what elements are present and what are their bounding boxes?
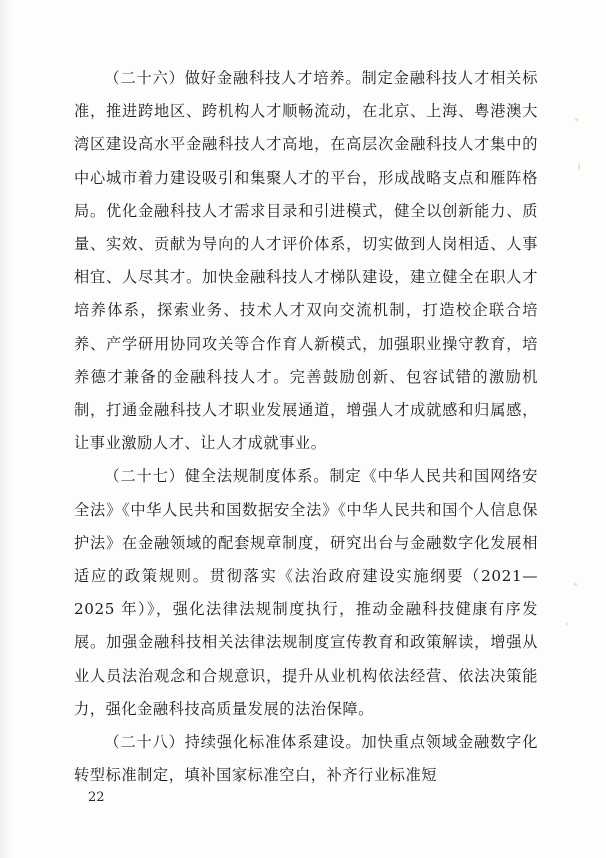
scan-artifact: [574, 583, 577, 586]
scan-artifact: [575, 118, 578, 121]
paragraph-28: （二十八）持续强化标准体系建设。加快重点领域金融数字化转型标准制定，填补国家标准空白，补齐行业标准短: [74, 733, 538, 785]
page-number: 22: [88, 790, 105, 805]
paragraph-26: （二十六）做好金融科技人才培养。制定金融科技人才相关标准，推进跨地区、跨机构人才顺畅流动，在北京、上海、粤港澳大湾区建设高水平金融科技人才高地，在高层次金融科技人才集中的中心城市着力建设吸引和集聚人才的平台，形成战略支点和雁阵格局。优化金融科技人才需求目录和引进模式，健全以创新能力、质量、实效、贡献为导向的人才评价体系，切实做到人岗相适、人事相宜、人尽其才。加快金融科技人才梯队建设，建立健全在职人才培养体系，探索业务、技术人才双向交流机制，打造校企联合培养、产学研用协同攻关等合作育人新模式，加强职业操守教育，培养德才兼备的金融科技人才。完善鼓励创新、包容试错的激励机制，打通金融科技人才职业发展通道，增强人才成就感和归属感，让事业激励人才、让人才成就事业。: [74, 69, 538, 453]
page-edge-shadow: [0, 0, 12, 858]
scan-artifact: [566, 623, 568, 625]
scan-artifact: [578, 163, 580, 170]
paragraph-27: （二十七）健全法规制度体系。制定《中华人民共和国网络安全法》《中华人民共和国数据安全法》《中华人民共和国个人信息保护法》在金融领域的配套规章制度，研究出台与金融数字化发展相适应的政策规则。贯彻落实《法治政府建设实施纲要（2021—2025 年）》，强化法律法规制度执行，推动金融科技健康有序发展。加强金融科技相关法律法规制度宣传教育和政策解读，增强从业人员法治观念和合规意识，提升从业机构依法经营、依法决策能力，强化金融科技高质量发展的法治保障。: [74, 467, 538, 718]
document-body: [74, 62, 538, 792]
